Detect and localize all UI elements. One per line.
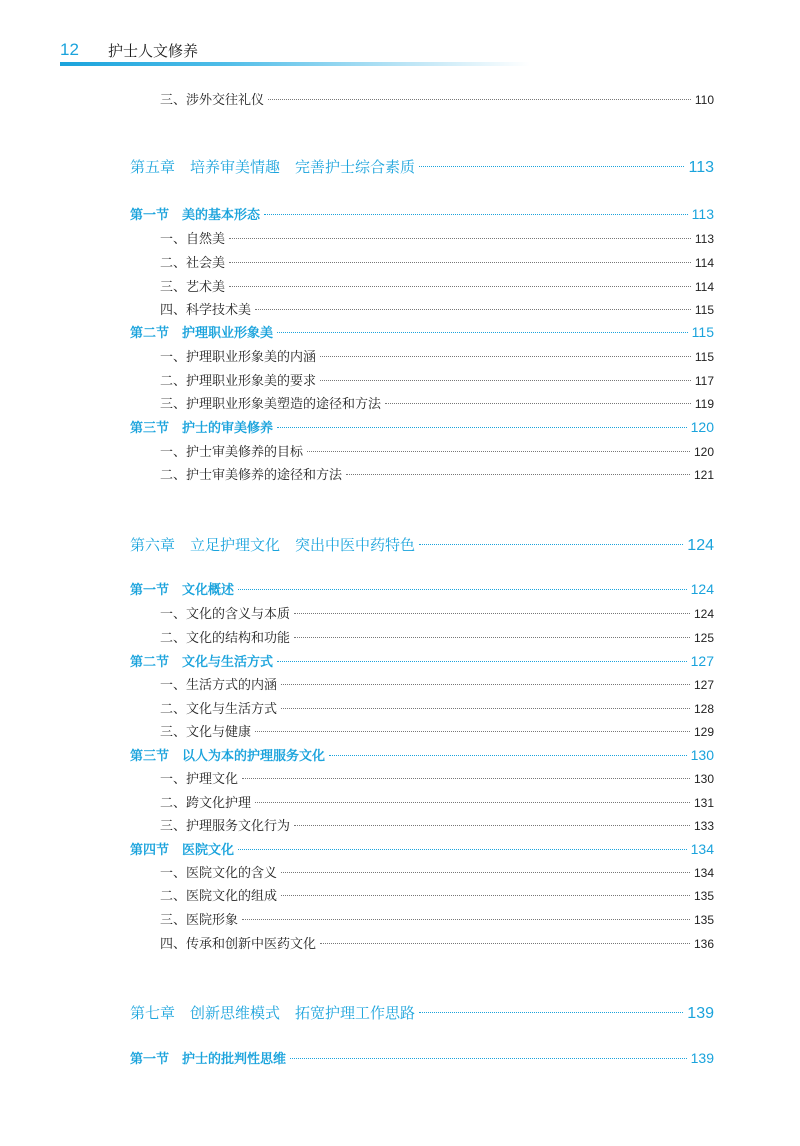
toc-item[interactable] bbox=[160, 885, 714, 904]
toc-page-number: 119 bbox=[694, 397, 714, 411]
dot-leader bbox=[277, 661, 687, 662]
toc-item-title: 二、护理职业形象美的要求 bbox=[160, 374, 317, 389]
dot-leader bbox=[229, 238, 691, 239]
toc-item[interactable] bbox=[160, 698, 714, 717]
header-rule bbox=[60, 62, 530, 66]
toc-section[interactable] bbox=[130, 839, 714, 858]
toc-item-title: 四、传承和创新中医药文化 bbox=[160, 937, 317, 952]
toc-item[interactable] bbox=[160, 862, 714, 881]
toc-item[interactable] bbox=[160, 464, 714, 483]
toc-item[interactable] bbox=[160, 228, 714, 247]
toc-item-title: 一、自然美 bbox=[160, 232, 226, 247]
toc-page-number: 114 bbox=[694, 280, 714, 294]
toc-item-title: 一、护理职业形象美的内涵 bbox=[160, 350, 317, 365]
dot-leader bbox=[281, 708, 690, 709]
toc-section-title: 第二节 护理职业形象美 bbox=[130, 326, 274, 341]
toc-page-number: 127 bbox=[693, 678, 714, 692]
toc-item[interactable] bbox=[160, 674, 714, 693]
toc-chapter[interactable] bbox=[130, 156, 714, 177]
toc-page-number: 136 bbox=[693, 937, 714, 951]
toc-item-title: 一、医院文化的含义 bbox=[160, 866, 278, 881]
toc-item[interactable] bbox=[160, 252, 714, 271]
toc-item[interactable] bbox=[160, 909, 714, 928]
dot-leader bbox=[320, 943, 690, 944]
toc-chapter-title: 第七章 创新思维模式 拓宽护理工作思路 bbox=[130, 1004, 416, 1022]
toc-item-title: 三、医院形象 bbox=[160, 913, 239, 928]
toc-section-title: 第二节 文化与生活方式 bbox=[130, 655, 274, 670]
toc-section[interactable] bbox=[130, 417, 714, 436]
toc-page-number: 113 bbox=[694, 232, 714, 246]
toc-page-number: 139 bbox=[687, 1005, 714, 1022]
toc-page-number: 117 bbox=[694, 374, 714, 388]
toc-section[interactable] bbox=[130, 204, 714, 223]
toc-page-number: 131 bbox=[693, 796, 714, 810]
dot-leader bbox=[320, 380, 691, 381]
toc-page-number: 128 bbox=[693, 702, 714, 716]
toc-item-title: 一、文化的含义与本质 bbox=[160, 607, 291, 622]
dot-leader bbox=[320, 356, 691, 357]
toc-item[interactable] bbox=[160, 346, 714, 365]
dot-leader bbox=[238, 849, 687, 850]
dot-leader bbox=[290, 1058, 687, 1059]
toc-item-title: 三、涉外交往礼仪 bbox=[160, 93, 265, 108]
toc-page-number: 133 bbox=[693, 819, 714, 833]
toc-page-number: 134 bbox=[693, 866, 714, 880]
toc-item[interactable] bbox=[160, 627, 714, 646]
toc-page-number: 139 bbox=[690, 1050, 714, 1066]
toc-page-number: 110 bbox=[694, 93, 714, 107]
dot-leader bbox=[277, 332, 688, 333]
page-number: 12 bbox=[60, 40, 79, 59]
dot-leader bbox=[294, 637, 690, 638]
toc-chapter-title: 第六章 立足护理文化 突出中医中药特色 bbox=[130, 536, 416, 554]
toc-page-number: 120 bbox=[690, 419, 714, 435]
toc-section[interactable] bbox=[130, 745, 714, 764]
dot-leader bbox=[242, 778, 690, 779]
toc-page-number: 135 bbox=[693, 913, 714, 927]
toc-page-number: 115 bbox=[694, 303, 714, 317]
toc-section-title: 第一节 文化概述 bbox=[130, 583, 235, 598]
toc-section[interactable] bbox=[130, 1048, 714, 1067]
toc-section-title: 第三节 以人为本的护理服务文化 bbox=[130, 749, 326, 764]
dot-leader bbox=[238, 589, 687, 590]
toc-page-number: 130 bbox=[693, 772, 714, 786]
dot-leader bbox=[229, 262, 691, 263]
toc-item-title: 三、护理服务文化行为 bbox=[160, 819, 291, 834]
toc-item-title: 二、文化的结构和功能 bbox=[160, 631, 291, 646]
toc-item[interactable] bbox=[160, 933, 714, 952]
dot-leader bbox=[419, 1012, 683, 1013]
dot-leader bbox=[229, 286, 691, 287]
page-header bbox=[60, 38, 740, 68]
toc-section[interactable] bbox=[130, 322, 714, 341]
toc-page-number: 125 bbox=[693, 631, 714, 645]
toc-page-number: 121 bbox=[693, 468, 714, 482]
toc-page-number: 134 bbox=[690, 841, 714, 857]
dot-leader bbox=[277, 427, 687, 428]
dot-leader bbox=[419, 166, 684, 167]
toc-item-title: 四、科学技术美 bbox=[160, 303, 252, 318]
toc-item[interactable] bbox=[160, 721, 714, 740]
toc-item-title: 二、跨文化护理 bbox=[160, 796, 252, 811]
toc-page-number: 124 bbox=[690, 581, 714, 597]
toc-page-number: 115 bbox=[691, 324, 714, 340]
book-title: 护士人文修养 bbox=[108, 42, 199, 60]
toc-item[interactable] bbox=[160, 276, 714, 295]
dot-leader bbox=[281, 684, 690, 685]
toc-item-title: 一、生活方式的内涵 bbox=[160, 678, 278, 693]
dot-leader bbox=[329, 755, 687, 756]
toc-item-title: 二、社会美 bbox=[160, 256, 226, 271]
dot-leader bbox=[294, 825, 690, 826]
toc-chapter[interactable] bbox=[130, 1002, 714, 1023]
toc-page-number: 130 bbox=[690, 747, 714, 763]
toc-item[interactable] bbox=[160, 393, 714, 412]
toc-item-title: 三、艺术美 bbox=[160, 280, 226, 295]
dot-leader bbox=[255, 731, 690, 732]
dot-leader bbox=[255, 309, 691, 310]
toc-chapter-title: 第五章 培养审美情趣 完善护士综合素质 bbox=[130, 158, 416, 176]
toc-item-title: 三、文化与健康 bbox=[160, 725, 252, 740]
toc-page-number: 129 bbox=[693, 725, 714, 739]
toc-page-number: 124 bbox=[693, 607, 714, 621]
toc-item-title: 二、护士审美修养的途径和方法 bbox=[160, 468, 343, 483]
toc-item-title: 一、护士审美修养的目标 bbox=[160, 445, 304, 460]
toc-item[interactable] bbox=[160, 792, 714, 811]
dot-leader bbox=[281, 872, 690, 873]
toc-item[interactable] bbox=[160, 603, 714, 622]
toc-item[interactable] bbox=[160, 815, 714, 834]
dot-leader bbox=[307, 451, 690, 452]
toc-item-title: 三、护理职业形象美塑造的途径和方法 bbox=[160, 397, 382, 412]
dot-leader bbox=[419, 544, 683, 545]
dot-leader bbox=[242, 919, 690, 920]
toc-page-number: 120 bbox=[693, 445, 714, 459]
toc-item[interactable] bbox=[160, 441, 714, 460]
toc-item-title: 二、医院文化的组成 bbox=[160, 889, 278, 904]
toc-page-number: 113 bbox=[691, 206, 714, 222]
toc-section[interactable] bbox=[130, 651, 714, 670]
toc-page-number: 124 bbox=[687, 537, 714, 554]
toc-item-title: 一、护理文化 bbox=[160, 772, 239, 787]
toc-section-title: 第四节 医院文化 bbox=[130, 843, 235, 858]
toc-item[interactable] bbox=[160, 370, 714, 389]
toc-item[interactable] bbox=[160, 768, 714, 787]
toc-section[interactable] bbox=[130, 579, 714, 598]
dot-leader bbox=[281, 895, 690, 896]
toc-section-title: 第一节 护士的批判性思维 bbox=[130, 1052, 287, 1067]
dot-leader bbox=[346, 474, 690, 475]
toc-page-number: 113 bbox=[688, 159, 714, 176]
dot-leader bbox=[268, 99, 691, 100]
toc-item[interactable] bbox=[160, 89, 714, 108]
toc-chapter[interactable] bbox=[130, 534, 714, 555]
dot-leader bbox=[294, 613, 690, 614]
toc-page-number: 115 bbox=[694, 350, 714, 364]
toc-page-number: 114 bbox=[694, 256, 714, 270]
toc-item-title: 二、文化与生活方式 bbox=[160, 702, 278, 717]
dot-leader bbox=[264, 214, 688, 215]
toc-page-number: 135 bbox=[693, 889, 714, 903]
dot-leader bbox=[255, 802, 690, 803]
toc-item[interactable] bbox=[160, 299, 714, 318]
toc-page-number: 127 bbox=[690, 653, 714, 669]
toc-section-title: 第一节 美的基本形态 bbox=[130, 208, 261, 223]
dot-leader bbox=[385, 403, 691, 404]
toc-section-title: 第三节 护士的审美修养 bbox=[130, 421, 274, 436]
